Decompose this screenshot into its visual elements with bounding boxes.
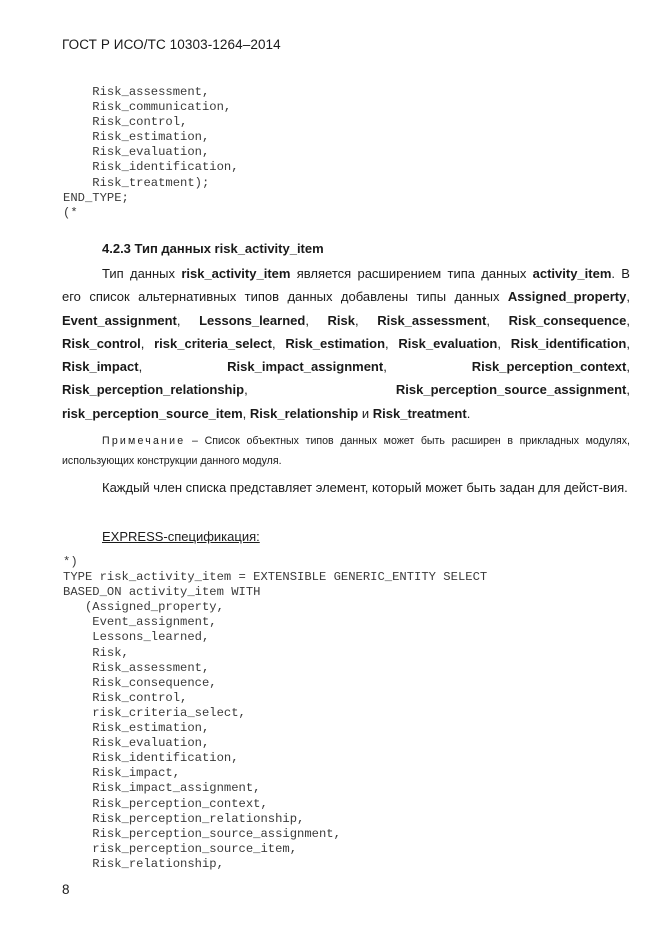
code-line: Risk_identification, xyxy=(63,751,239,766)
code-line: Risk_control, xyxy=(63,115,188,130)
code-line: Event_assignment, xyxy=(63,615,217,630)
code-line: Risk_perception_source_assignment, xyxy=(63,826,341,841)
code-line: Risk, xyxy=(63,645,129,660)
section-heading: 4.2.3 Тип данных risk_activity_item xyxy=(102,241,324,256)
code-line: Lessons_learned, xyxy=(63,630,210,645)
code-line: Risk_evaluation, xyxy=(63,145,210,160)
code-line: Risk_perception_context, xyxy=(63,796,268,811)
code-line: Risk_impact, xyxy=(63,766,181,781)
express-spec-label: EXPRESS-спецификация: xyxy=(102,529,260,544)
code-line: Risk_impact_assignment, xyxy=(63,781,261,796)
note-text: Список объектных типов данных может быть расширен в прикладных модулях, использующих конструкции данного модуля. xyxy=(62,435,630,467)
note-paragraph: Примечание – Список объектных типов данных может быть расширен в прикладных модулях, использующих конструкции данного модуля. xyxy=(62,435,630,467)
page-header: ГОСТ Р ИСО/ТС 10303-1264–2014 xyxy=(62,37,281,52)
code-line: (Assigned_property, xyxy=(63,600,224,615)
code-line: (* xyxy=(63,205,78,220)
code-line: Risk_estimation, xyxy=(63,130,210,145)
code-line: Risk_identification, xyxy=(63,160,239,175)
code-line: Risk_perception_relationship, xyxy=(63,811,305,826)
code-block-top xyxy=(63,85,239,221)
code-line: END_TYPE; xyxy=(63,190,129,205)
code-block-bottom xyxy=(63,555,487,872)
code-line: Risk_treatment); xyxy=(63,175,210,190)
code-line: Risk_control, xyxy=(63,690,188,705)
code-line: Risk_assessment, xyxy=(63,85,210,99)
code-line: Risk_consequence, xyxy=(63,675,217,690)
code-line: risk_criteria_select, xyxy=(63,705,246,720)
member-paragraph: Каждый член списка представляет элемент, который может быть задан для дейст-вия. xyxy=(102,480,628,495)
code-line: BASED_ON activity_item WITH xyxy=(63,585,261,600)
code-line: Risk_evaluation, xyxy=(63,736,210,751)
description-paragraph: Тип данных risk_activity_item является расширением типа данных activity_item. В его список альтернативных типов данных добавлены типы данных Assigned_property, Event_assignment, Lessons_learned, Risk, Risk_assessment, Risk_consequence, Risk_control, risk_criteria_select, Risk_estimation, Risk_evaluation, Risk_identification, Risk_impact, Risk_impact_assignment, Risk_perception_context, Risk_perception_relationship, Risk_perception_source_assignment, risk_perception_source_item, Risk_relationship и Risk_treatment. xyxy=(62,266,630,421)
page-number: 8 xyxy=(62,882,70,897)
code-line: Risk_assessment, xyxy=(63,660,210,675)
note-label: Примечание xyxy=(102,435,186,447)
code-line: risk_perception_source_item, xyxy=(63,841,298,856)
code-line: *) xyxy=(63,555,78,569)
code-line: Risk_estimation, xyxy=(63,721,210,736)
code-line: Risk_communication, xyxy=(63,100,232,115)
code-line: TYPE risk_activity_item = EXTENSIBLE GENERIC_ENTITY SELECT xyxy=(63,570,488,585)
code-line: Risk_relationship, xyxy=(63,856,224,871)
